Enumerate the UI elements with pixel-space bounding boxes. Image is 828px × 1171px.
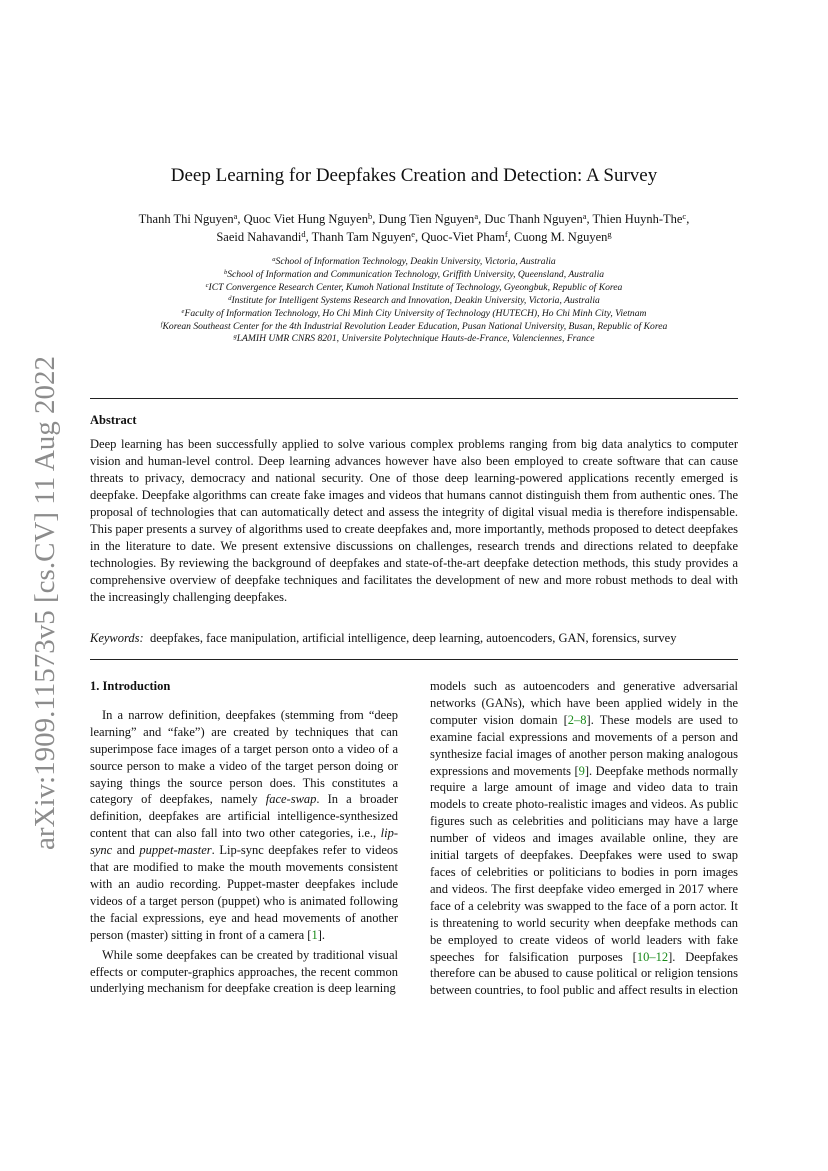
text-run: . Lip-sync deepfakes refer to videos that are modified to make the mouth movements consistent with an audio recording. Puppet-master deepfakes include videos of a target person (puppet) who is animated following the facial expressions, eye and head movements of another person (master) sitting in front of a camera bbox=[90, 843, 398, 942]
affiliation bbox=[80, 256, 748, 269]
text-run: . bbox=[321, 927, 326, 942]
affiliation bbox=[80, 269, 748, 282]
citation-link[interactable]: [ 10–12 ] bbox=[633, 950, 673, 964]
author-affil-mark: a bbox=[474, 211, 479, 222]
text-run: . In a broader definition, deepfakes are artificial intelligence-synthesized content that can also fall into two other categories, i.e., bbox=[90, 792, 398, 841]
citation-link[interactable]: [ 9 ] bbox=[574, 764, 589, 778]
affiliation-key: g bbox=[233, 333, 237, 341]
affiliation-text: Faculty of Information Technology, Ho Chi Minh City University of Technology (HUTECH), Ho Chi Minh City, Vietnam bbox=[184, 307, 647, 319]
author-list: Thanh Thi Nguyen$^a$, Quoc Viet Hung Nguyen$^b$, Dung Tien Nguyen$^a$, Duc Thanh Nguyen$^a$, Thien Huynh-The$^c$, Saeid Nahavandi$^d$, Thanh Tam Nguyen$^e$, Quoc-Viet Pham$^f$, Cuong M. Nguyen$^g$ bbox=[138, 211, 690, 244]
author-affil-mark: a bbox=[582, 211, 587, 222]
affiliation bbox=[80, 321, 748, 334]
affiliation-key: b bbox=[223, 268, 228, 276]
affiliation bbox=[80, 333, 748, 346]
affiliation-key: f bbox=[160, 320, 163, 328]
affiliation-key: a bbox=[272, 256, 276, 264]
affiliation-text: ICT Convergence Research Center, Kumoh National Institute of Technology, Gyeongbuk, Republic of Korea bbox=[208, 281, 623, 293]
affiliation bbox=[80, 308, 748, 321]
author: Thanh Tam Nguyen bbox=[311, 230, 412, 244]
author: Thien Huynh-The bbox=[592, 212, 683, 226]
text-emph: face-swap bbox=[265, 792, 317, 807]
right-column bbox=[430, 678, 738, 1002]
keywords bbox=[90, 630, 738, 647]
text-run: . Deepfake methods normally require a large amount of image and video data to train models to create photo-realistic images and videos. As public figures such as celebrities and politicians may have a large number of videos and images available online, they are initial targets of deepfakes. Deepfakes were used to swap faces of celebrities or politicians to bodies in porn images and videos. The first deepfake video emerged in 2017 where face of a celebrity was swapped to the face of a porn actor. It is threatening to world security when deepfake methods can be employed to create videos of world leaders with fake speeches for falsification purposes bbox=[430, 763, 738, 964]
citation-link[interactable]: [ 2–8 ] bbox=[564, 713, 591, 727]
affiliation-text: School of Information and Communication Technology, Griffith University, Queensland, Australia bbox=[227, 268, 605, 280]
bottom-rule bbox=[90, 659, 738, 660]
citation-link[interactable]: [ 1 ] bbox=[307, 928, 322, 942]
author-affil-mark: a bbox=[233, 211, 238, 222]
left-column bbox=[90, 678, 398, 1000]
author: Quoc Viet Hung Nguyen bbox=[243, 212, 368, 226]
text-run: . Deepfakes therefore can be abused to cause political or religion tensions between countries, to fool public and affect results in election bbox=[430, 949, 739, 998]
author: Duc Thanh Nguyen bbox=[484, 212, 583, 226]
text-run: and bbox=[112, 843, 140, 858]
arxiv-stamp: arXiv:1909.11573v5 [cs.CV] 11 Aug 2022 bbox=[29, 355, 61, 850]
paper-title: Deep Learning for Deepfakes Creation and Detection: A Survey bbox=[170, 165, 658, 186]
author-affil-mark: c bbox=[682, 211, 687, 222]
affiliation bbox=[80, 282, 748, 295]
author-affil-mark: d bbox=[301, 229, 306, 240]
author-affil-mark: f bbox=[504, 229, 508, 240]
keywords-text: deepfakes, face manipulation, artificial intelligence, deep learning, autoencoders, GAN, forensics, survey bbox=[149, 631, 677, 645]
affiliation-key: e bbox=[181, 307, 185, 315]
text-emph: lip-sync bbox=[90, 826, 398, 858]
paragraph-1 bbox=[90, 707, 398, 944]
affiliation-text: Institute for Intelligent Systems Research and Innovation, Deakin University, Victoria, Australia bbox=[231, 294, 600, 306]
text-run: . These models are used to examine facial expressions and movements of a person and synthesize facial images of another person making analogous expressions and movements bbox=[430, 712, 738, 778]
abstract-text: Deep learning has been successfully applied to solve various complex problems ranging from big data analytics to computer vision and human-level control. Deep learning advances however have also been employed to create software that can cause threats to privacy, democracy and national security. One of those deep learning-powered applications recently emerged is deepfake. Deepfake algorithms can create fake images and videos that humans cannot distinguish them from authentic ones. The proposal of technologies that can automatically detect and assess the integrity of digital visual media is therefore indispensable. This paper presents a survey of algorithms used to create deepfakes and, more importantly, methods proposed to detect deepfakes in the literature to date. We present extensive discussions on challenges, research trends and directions related to deepfake technologies. By reviewing the background of deepfakes and state-of-the-art deepfake detection methods, this study provides a comprehensive overview of deepfake techniques and facilitates the development of new and more robust methods to deal with the increasingly challenging deepfakes. bbox=[90, 437, 738, 604]
abstract-heading: Abstract bbox=[90, 413, 137, 427]
affiliation bbox=[80, 295, 748, 308]
affiliation-text: Korean Southeast Center for the 4th Industrial Revolution Leader Education, Pusan National University, Busan, Republic of Korea bbox=[162, 320, 668, 332]
author: Cuong M. Nguyen bbox=[513, 230, 608, 244]
paragraph-2-cont bbox=[430, 678, 738, 999]
text-run: models such as autoencoders and generative adversarial networks (GANs), which have been applied widely in the computer vision domain bbox=[430, 679, 738, 727]
affiliation-list bbox=[80, 256, 748, 346]
author: Quoc-Viet Pham bbox=[421, 230, 505, 244]
section-heading: 1. Introduction bbox=[90, 679, 171, 693]
author: Saeid Nahavandi bbox=[216, 230, 302, 244]
affiliation-key: d bbox=[228, 294, 232, 302]
affiliation-text: School of Information Technology, Deakin University, Victoria, Australia bbox=[275, 256, 556, 267]
text-emph: puppet-master bbox=[139, 843, 212, 858]
author: Dung Tien Nguyen bbox=[378, 212, 475, 226]
affiliation-key: c bbox=[205, 281, 209, 289]
author-affil-mark: b bbox=[367, 211, 373, 222]
text-run: In a narrow definition, deepfakes (stemming from “deep learning” and “fake”) are created by techniques that can superimpose face images of a target person onto a video of a source person to make a video of the target person doing or saying things the source person does. This constitutes a category of deepfakes, namely bbox=[90, 707, 398, 807]
paragraph-2-start: While some deepfakes can be created by traditional visual effects or computer-graphics approaches, the recent common underlying mechanism for deepfake creation is deep learning bbox=[90, 947, 398, 996]
author: Thanh Thi Nguyen bbox=[138, 212, 234, 226]
keywords-label: Keywords: bbox=[90, 631, 144, 645]
top-rule bbox=[90, 398, 738, 399]
author-affil-mark: g bbox=[607, 229, 612, 240]
affiliation-text: LAMIH UMR CNRS 8201, Universite Polytechnique Hauts-de-France, Valenciennes, France bbox=[236, 333, 595, 345]
author-affil-mark: e bbox=[411, 229, 416, 240]
